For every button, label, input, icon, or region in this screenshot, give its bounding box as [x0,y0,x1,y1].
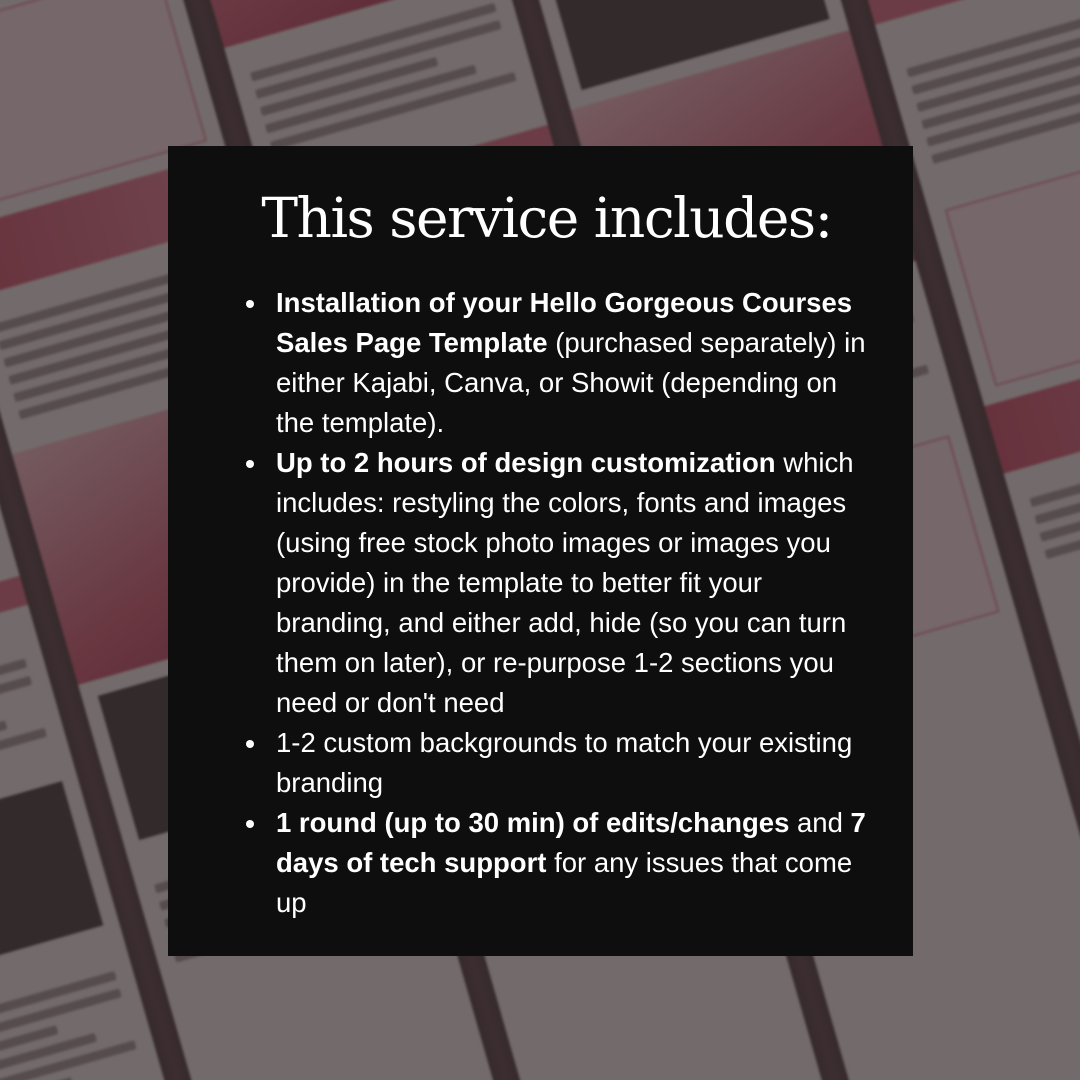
item-text: 1-2 custom backgrounds to match your existing branding [276,726,853,798]
item-bold: Installation of your Hello Gorgeous Courses Sales Page Template [276,286,853,358]
item-text: which includes: restyling the colors, fonts and images (using free stock photo images or images you provide) in the template to better fit your branding, and either add, hide (so you can turn them on later), or re-purpose 1-2 sections you need or don't need [276,446,854,718]
item-text: and [789,806,851,838]
item-text: (purchased separately) in either Kajabi, Canva, or Showit (depending on the template). [276,326,866,438]
list-item [224,283,873,443]
list-item [224,803,873,923]
item-bold: 1 round (up to 30 min) of edits/changes [276,806,790,838]
card-title: This service includes: [261,186,832,250]
service-card [168,146,913,956]
list-item [224,723,873,803]
list-item [224,443,873,723]
service-list [220,283,873,923]
item-bold: 7 days of tech support [276,806,866,878]
item-text: for any issues that come up [276,846,853,918]
item-bold: Up to 2 hours of design customization [276,446,776,478]
